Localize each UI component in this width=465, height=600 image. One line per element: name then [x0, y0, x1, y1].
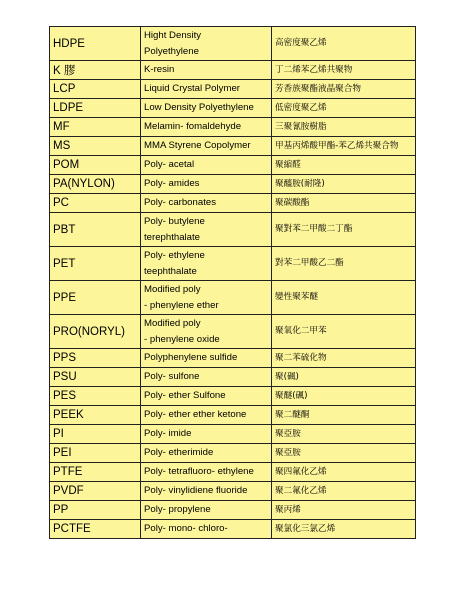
table-row — [50, 315, 416, 349]
english-name-line: Poly- ether Sulfone — [144, 390, 226, 401]
english-name-line: Poly- mono- chloro- — [144, 523, 228, 534]
english-name-line: Polyethylene — [144, 45, 199, 57]
english-name-cell — [141, 463, 272, 482]
english-name-cell — [141, 194, 272, 213]
english-name-line: Liquid Crystal Polymer — [144, 83, 240, 94]
table-row — [50, 118, 416, 137]
english-name-line: Modified poly — [144, 283, 201, 295]
english-name-line: Polyphenylene sulfide — [144, 352, 238, 363]
english-name-cell — [141, 61, 272, 80]
english-name-line: - phenylene oxide — [144, 333, 220, 345]
chinese-name-cell: 聚二氟化乙烯 — [272, 482, 416, 501]
table-row — [50, 156, 416, 175]
english-name-line: teephthalate — [144, 265, 197, 277]
english-name-cell — [141, 520, 272, 539]
english-name-line: Poly- amides — [144, 178, 200, 189]
abbreviation-cell: PPS — [50, 349, 141, 368]
english-name-line: K-resin — [144, 64, 175, 75]
abbreviation-cell: PBT — [50, 213, 141, 247]
table-row — [50, 194, 416, 213]
english-name-line: Poly- propylene — [144, 504, 211, 515]
english-name-line: Poly- ether ether ketone — [144, 409, 247, 420]
english-name-cell — [141, 156, 272, 175]
english-name-cell — [141, 27, 272, 61]
table-row — [50, 247, 416, 281]
chinese-name-cell: 低密度聚乙烯 — [272, 99, 416, 118]
english-name-line: Poly- imide — [144, 428, 192, 439]
english-name-line: Poly- acetal — [144, 159, 195, 170]
chinese-name-cell: 聚醚(碸) — [272, 387, 416, 406]
abbreviation-cell: PPE — [50, 281, 141, 315]
chinese-name-cell: 聚四氟化乙烯 — [272, 463, 416, 482]
abbreviation-cell: PRO(NORYL) — [50, 315, 141, 349]
english-name-line: terephthalate — [144, 231, 201, 243]
english-name-cell — [141, 444, 272, 463]
abbreviation-cell: PES — [50, 387, 141, 406]
abbreviation-cell: PTFE — [50, 463, 141, 482]
english-name-cell — [141, 118, 272, 137]
table-row — [50, 27, 416, 61]
abbreviation-cell: PSU — [50, 368, 141, 387]
english-name-line: MMA Styrene Copolymer — [144, 140, 251, 151]
abbreviation-cell: PEI — [50, 444, 141, 463]
english-name-cell — [141, 175, 272, 194]
abbreviation-cell: PC — [50, 194, 141, 213]
chinese-name-cell: 變性聚苯醚 — [272, 281, 416, 315]
english-name-cell — [141, 80, 272, 99]
english-name-cell — [141, 349, 272, 368]
english-name-cell — [141, 501, 272, 520]
chinese-name-cell: 聚亞胺 — [272, 444, 416, 463]
chinese-name-cell: 聚縮醛 — [272, 156, 416, 175]
english-name-line: Poly- ethylene — [144, 249, 205, 261]
english-name-cell — [141, 315, 272, 349]
chinese-name-cell: 聚對苯二甲酸二丁酯 — [272, 213, 416, 247]
table-row — [50, 99, 416, 118]
chinese-name-cell: 聚碳酸酯 — [272, 194, 416, 213]
english-name-line: Poly- vinylidiene fluoride — [144, 485, 248, 496]
english-name-line: Low Density Polyethylene — [144, 102, 254, 113]
chinese-name-cell: 聚二苯硫化物 — [272, 349, 416, 368]
english-name-cell — [141, 368, 272, 387]
abbreviation-cell: PP — [50, 501, 141, 520]
abbreviation-cell: POM — [50, 156, 141, 175]
english-name-cell — [141, 247, 272, 281]
abbreviation-cell: PET — [50, 247, 141, 281]
table-row — [50, 368, 416, 387]
plastics-abbreviation-table-container — [49, 26, 415, 539]
abbreviation-cell: LDPE — [50, 99, 141, 118]
table-row — [50, 520, 416, 539]
chinese-name-cell: 聚亞胺 — [272, 425, 416, 444]
chinese-name-cell: 對苯二甲酸乙二酯 — [272, 247, 416, 281]
english-name-cell — [141, 482, 272, 501]
english-name-cell — [141, 425, 272, 444]
table-row — [50, 80, 416, 99]
english-name-cell — [141, 387, 272, 406]
table-row — [50, 482, 416, 501]
table-row — [50, 463, 416, 482]
english-name-line: Poly- butylene — [144, 215, 205, 227]
abbreviation-cell: LCP — [50, 80, 141, 99]
table-row — [50, 406, 416, 425]
english-name-cell — [141, 213, 272, 247]
english-name-line: Melamin- fomaldehyde — [144, 121, 242, 132]
english-name-line: Hight Density — [144, 29, 202, 41]
abbreviation-cell: K 膠 — [50, 61, 141, 80]
english-name-line: Poly- sulfone — [144, 371, 200, 382]
abbreviation-cell: PI — [50, 425, 141, 444]
chinese-name-cell: 聚醯胺(耐隆) — [272, 175, 416, 194]
table-row — [50, 213, 416, 247]
english-name-cell — [141, 281, 272, 315]
chinese-name-cell: 聚氯化三氯乙烯 — [272, 520, 416, 539]
table-row — [50, 175, 416, 194]
english-name-line: Poly- carbonates — [144, 197, 216, 208]
table-row — [50, 425, 416, 444]
english-name-cell — [141, 99, 272, 118]
table-row — [50, 349, 416, 368]
table-row — [50, 61, 416, 80]
chinese-name-cell: 芳香族聚酯液晶聚合物 — [272, 80, 416, 99]
english-name-cell — [141, 137, 272, 156]
table-body — [50, 27, 416, 539]
english-name-cell — [141, 406, 272, 425]
chinese-name-cell: 甲基丙烯酸甲酯-苯乙烯共聚合物 — [272, 137, 416, 156]
abbreviation-cell: PVDF — [50, 482, 141, 501]
table-row — [50, 444, 416, 463]
chinese-name-cell: 聚丙烯 — [272, 501, 416, 520]
table-row — [50, 281, 416, 315]
chinese-name-cell: 聚氧化二甲苯 — [272, 315, 416, 349]
english-name-line: Poly- tetrafluoro- ethylene — [144, 466, 254, 477]
chinese-name-cell: 聚(碸) — [272, 368, 416, 387]
chinese-name-cell: 三聚氰胺樹脂 — [272, 118, 416, 137]
plastics-abbreviation-table — [49, 26, 416, 539]
table-row — [50, 387, 416, 406]
abbreviation-cell: PA(NYLON) — [50, 175, 141, 194]
english-name-line: Modified poly — [144, 317, 201, 329]
abbreviation-cell: MF — [50, 118, 141, 137]
chinese-name-cell: 丁二烯苯乙烯共聚物 — [272, 61, 416, 80]
english-name-line: - phenylene ether — [144, 299, 219, 311]
chinese-name-cell: 高密度聚乙烯 — [272, 27, 416, 61]
chinese-name-cell: 聚二醚酮 — [272, 406, 416, 425]
table-row — [50, 137, 416, 156]
abbreviation-cell: HDPE — [50, 27, 141, 61]
abbreviation-cell: PCTFE — [50, 520, 141, 539]
abbreviation-cell: PEEK — [50, 406, 141, 425]
table-row — [50, 501, 416, 520]
abbreviation-cell: MS — [50, 137, 141, 156]
english-name-line: Poly- etherimide — [144, 447, 214, 458]
